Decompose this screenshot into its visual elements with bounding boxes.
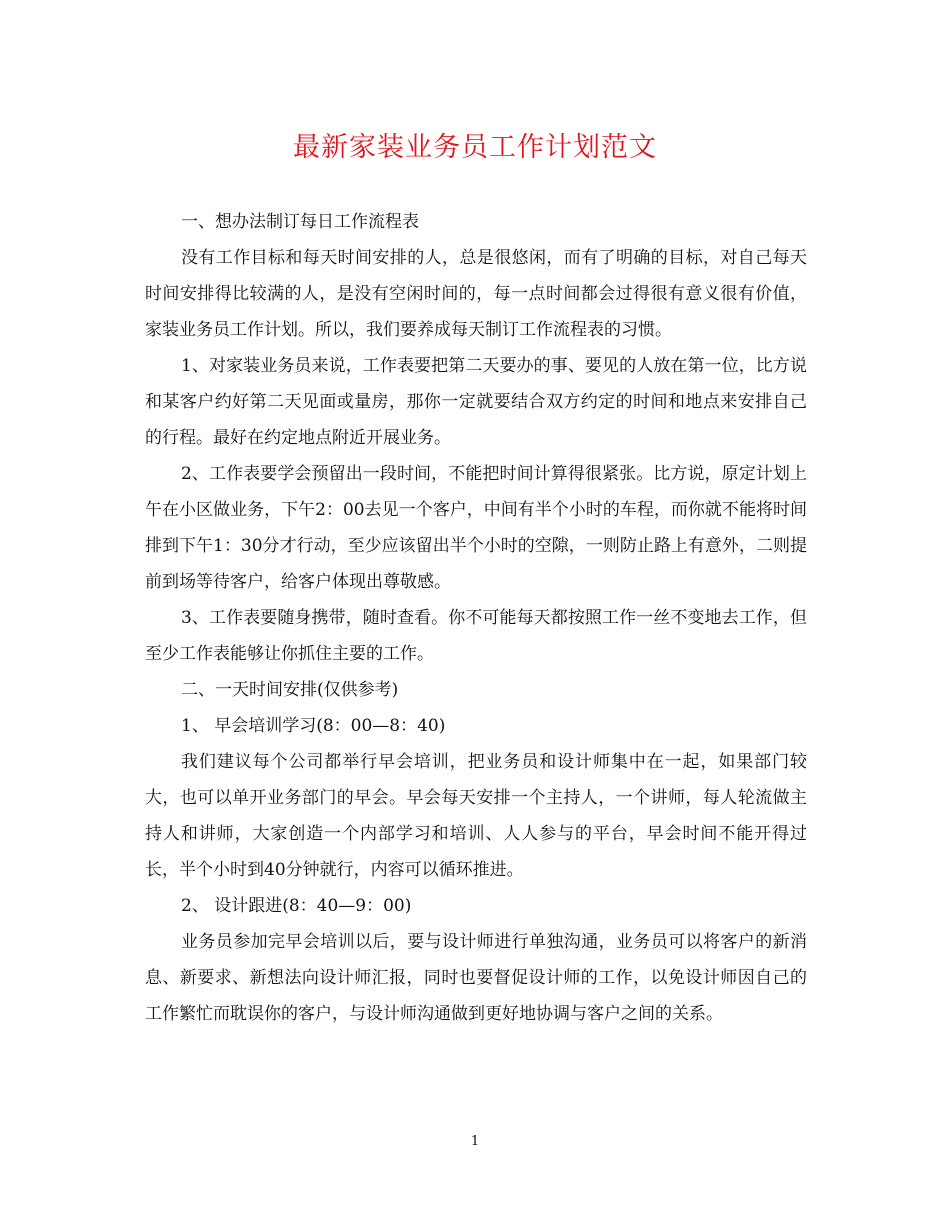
body-paragraph: 没有工作目标和每天时间安排的人，总是很悠闲，而有了明确的目标，对自己每天时间安排得比较满的人，是没有空闲时间的，每一点时间都会过得很有意义很有价值，家装业务员工作计划。所以，我们要养成每天制订工作流程表的习惯。 [145,248,807,340]
document-title: 最新家装业务员工作计划范文 [293,132,657,163]
subheading-morning-meeting: 1、 早会培训学习(8：00—8：40) [181,716,446,736]
body-paragraph: 我们建议每个公司都举行早会培训，把业务员和设计师集中在一起，如果部门较大，也可以单开业务部门的早会。早会每天安排一个主持人，一个讲师，每人轮流做主持人和讲师，大家创造一个内部学习和培训、人人参与的平台，早会时间不能开得过长，半个小时到40分钟就行，内容可以循环推进。 [145,752,807,880]
document-body [145,204,807,1032]
body-paragraph: 业务员参加完早会培训以后，要与设计师进行单独沟通，业务员可以将客户的新消息、新要求、新想法向设计师汇报，同时也要督促设计师的工作，以免设计师因自己的工作繁忙而耽误你的客户，与设计师沟通做到更好地协调与客户之间的关系。 [145,932,807,1024]
body-paragraph: 1、对家装业务员来说，工作表要把第二天要办的事、要见的人放在第一位，比方说和某客户约好第二天见面或量房，那你一定就要结合双方约定的时间和地点来安排自己的行程。最好在约定地点附近开展业务。 [145,356,807,448]
body-paragraph: 2、工作表要学会预留出一段时间，不能把时间计算得很紧张。比方说，原定计划上午在小区做业务，下午2：00去见一个客户，中间有半个小时的车程，而你就不能将时间排到下午1：30分才行动，至少应该留出半个小时的空隙，一则防止路上有意外，二则提前到场等待客户，给客户体现出尊敬感。 [145,464,807,592]
page-number: 1 [470,1134,480,1149]
heading-section-2: 二、一天时间安排(仅供参考) [181,680,399,700]
subheading-design-followup: 2、 设计跟进(8：40—9：00) [181,896,412,916]
body-paragraph: 3、工作表要随身携带，随时查看。你不可能每天都按照工作一丝不变地去工作，但至少工作表能够让你抓住主要的工作。 [145,608,807,664]
heading-section-1: 一、想办法制订每日工作流程表 [181,212,419,232]
